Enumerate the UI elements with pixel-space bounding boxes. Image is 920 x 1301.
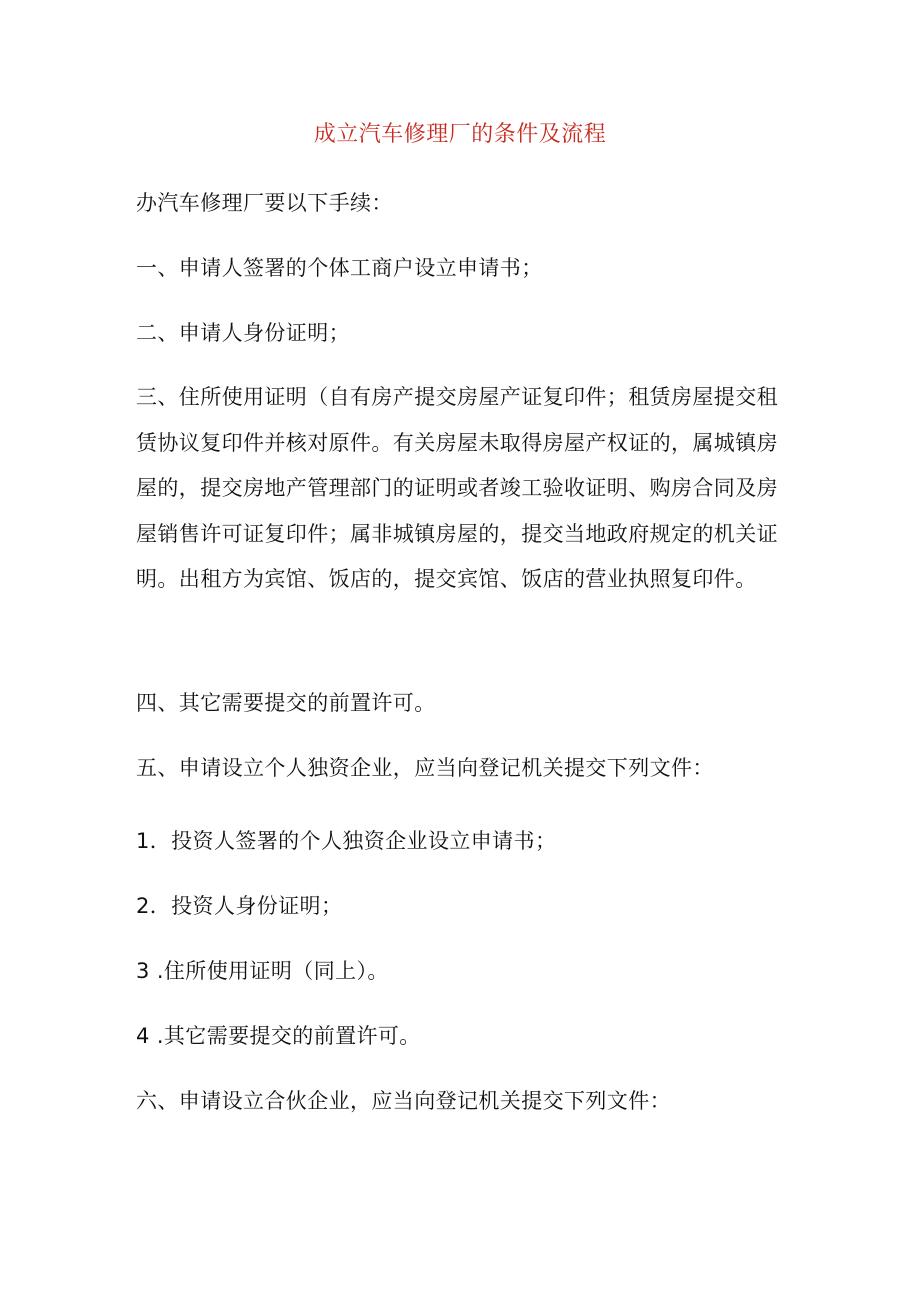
sub-item-2: 2．投资人身份证明； [136, 894, 343, 918]
requirement-item-5: 五、申请设立个人独资企业，应当向登记机关提交下列文件： [136, 756, 714, 780]
sub-item-1: 1．投资人签署的个人独资企业设立申请书； [136, 829, 557, 853]
requirement-item-1: 一、申请人签署的个体工商户设立申请书； [136, 256, 543, 280]
requirement-item-2: 二、申请人身份证明； [136, 321, 350, 345]
requirement-item-3: 三、住所使用证明（自有房产提交房屋产证复印件；租赁房屋提交租赁协议复印件并核对原件。有关房屋未取得房屋产权证的，属城镇房屋的，提交房地产管理部门的证明或者竣工验收证明、购房合同及房屋销售许可证复印件；属非城镇房屋的，提交当地政府规定的机关证明。出租方为宾馆、饭店的，提交宾馆、饭店的营业执照复印件。 [136, 385, 778, 591]
document-title: 成立汽车修理厂的条件及流程 [313, 122, 607, 147]
sub-item-3: 3 .住所使用证明（同上）。 [136, 959, 389, 983]
intro-paragraph: 办汽车修理厂要以下手续： [136, 191, 393, 215]
requirement-item-6: 六、申请设立合伙企业，应当向登记机关提交下列文件： [136, 1089, 671, 1113]
sub-item-4: 4 .其它需要提交的前置许可。 [136, 1024, 421, 1048]
requirement-item-4: 四、其它需要提交的前置许可。 [136, 691, 436, 715]
